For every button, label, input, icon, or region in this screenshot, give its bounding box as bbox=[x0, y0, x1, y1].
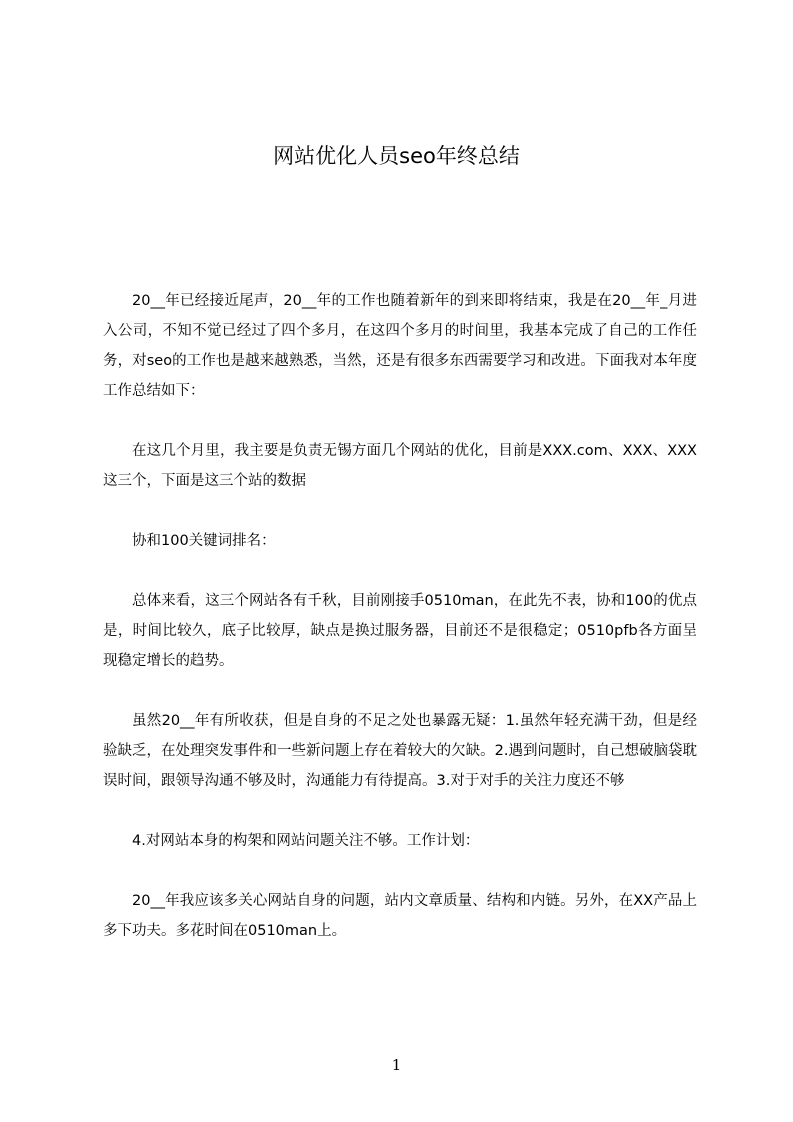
paragraph-websites: 在这几个月里，我主要是负责无锡方面几个网站的优化，目前是XXX.com、XXX、XXX这三个，下面是这三个站的数据 bbox=[103, 443, 697, 489]
paragraph-work-plan: 20__年我应该多关心网站自身的问题，站内文章质量、结构和内链。另外，在XX产品上多下功夫。多花时间在0510man上。 bbox=[103, 893, 697, 939]
paragraph-keyword-ranking: 协和100关键词排名： bbox=[132, 533, 276, 549]
document-body bbox=[103, 286, 697, 946]
paragraph-intro: 20__年已经接近尾声，20__年的工作也随着新年的到来即将结束，我是在20__年_月进入公司，不知不觉已经过了四个多月，在这四个多月的时间里，我基本完成了自己的工作任务，对seo的工作也是越来越熟悉，当然，还是有很多东西需要学习和改进。下面我对本年度工作总结如下： bbox=[103, 293, 697, 399]
document-title: 网站优化人员seo年终总结 bbox=[273, 144, 520, 168]
paragraph-site-structure: 4.对网站本身的构架和网站问题关注不够。工作计划： bbox=[132, 833, 480, 849]
page-number: 1 bbox=[391, 1056, 402, 1074]
paragraph-shortcomings: 虽然20__年有所收获，但是自身的不足之处也暴露无疑：1.虽然年轻充满干劲，但是经验缺乏，在处理突发事件和一些新问题上存在着较大的欠缺。2.遇到问题时，自己想破脑袋耽误时间，跟领导沟通不够及时，沟通能力有待提高。3.对于对手的关注力度还不够 bbox=[103, 713, 697, 789]
paragraph-overview: 总体来看，这三个网站各有千秋，目前刚接手0510man，在此先不表，协和100的优点是，时间比较久，底子比较厚，缺点是换过服务器，目前还不是很稳定；0510pfb各方面呈现稳定增长的趋势。 bbox=[103, 593, 697, 669]
